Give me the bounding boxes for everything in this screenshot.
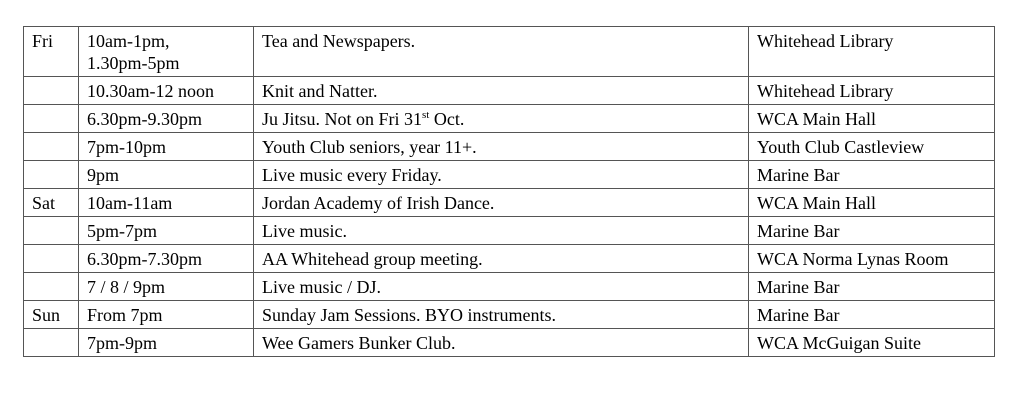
time-cell: 7 / 8 / 9pm xyxy=(79,273,254,301)
activity-text: Ju Jitsu. Not on Fri 31 xyxy=(262,109,423,129)
day-cell: Sat xyxy=(24,189,79,217)
activity-cell: Live music. xyxy=(254,217,749,245)
time-cell: 7pm-9pm xyxy=(79,329,254,357)
activity-cell: Wee Gamers Bunker Club. xyxy=(254,329,749,357)
activity-cell xyxy=(254,105,749,133)
venue-cell: Marine Bar xyxy=(749,161,995,189)
day-cell xyxy=(24,133,79,161)
table-row xyxy=(24,161,995,189)
venue-cell: WCA Norma Lynas Room xyxy=(749,245,995,273)
day-cell xyxy=(24,245,79,273)
venue-cell: WCA Main Hall xyxy=(749,189,995,217)
table-row xyxy=(24,105,995,133)
table-row xyxy=(24,245,995,273)
activity-cell: Tea and Newspapers. xyxy=(254,27,749,77)
day-cell xyxy=(24,329,79,357)
table-row xyxy=(24,133,995,161)
schedule-table xyxy=(23,26,995,357)
day-cell xyxy=(24,217,79,245)
venue-cell: Marine Bar xyxy=(749,273,995,301)
activity-cell: Live music / DJ. xyxy=(254,273,749,301)
venue-cell: Whitehead Library xyxy=(749,27,995,77)
time-cell: 7pm-10pm xyxy=(79,133,254,161)
day-cell xyxy=(24,105,79,133)
time-cell: 9pm xyxy=(79,161,254,189)
time-cell: 6.30pm-7.30pm xyxy=(79,245,254,273)
activity-text-after: Oct. xyxy=(429,109,465,129)
activity-cell: Live music every Friday. xyxy=(254,161,749,189)
table-row xyxy=(24,217,995,245)
venue-cell: Youth Club Castleview xyxy=(749,133,995,161)
table-row xyxy=(24,273,995,301)
day-cell xyxy=(24,273,79,301)
time-cell: From 7pm xyxy=(79,301,254,329)
activity-cell: AA Whitehead group meeting. xyxy=(254,245,749,273)
venue-cell: Whitehead Library xyxy=(749,77,995,105)
venue-cell: Marine Bar xyxy=(749,217,995,245)
table-row xyxy=(24,189,995,217)
ordinal-suffix: st xyxy=(422,109,430,121)
time-cell: 5pm-7pm xyxy=(79,217,254,245)
time-cell: 10am-11am xyxy=(79,189,254,217)
time-line: 10am-1pm, xyxy=(87,31,170,51)
time-cell: 10.30am-12 noon xyxy=(79,77,254,105)
activity-cell: Knit and Natter. xyxy=(254,77,749,105)
table-row xyxy=(24,329,995,357)
activity-cell: Youth Club seniors, year 11+. xyxy=(254,133,749,161)
time-line: 1.30pm-5pm xyxy=(87,53,180,73)
activity-cell: Jordan Academy of Irish Dance. xyxy=(254,189,749,217)
venue-cell: Marine Bar xyxy=(749,301,995,329)
table-row xyxy=(24,301,995,329)
day-cell xyxy=(24,77,79,105)
time-cell xyxy=(79,27,254,77)
table-row xyxy=(24,77,995,105)
day-cell: Fri xyxy=(24,27,79,77)
day-cell: Sun xyxy=(24,301,79,329)
day-cell xyxy=(24,161,79,189)
table-row xyxy=(24,27,995,77)
venue-cell: WCA McGuigan Suite xyxy=(749,329,995,357)
venue-cell: WCA Main Hall xyxy=(749,105,995,133)
activity-cell: Sunday Jam Sessions. BYO instruments. xyxy=(254,301,749,329)
time-cell: 6.30pm-9.30pm xyxy=(79,105,254,133)
